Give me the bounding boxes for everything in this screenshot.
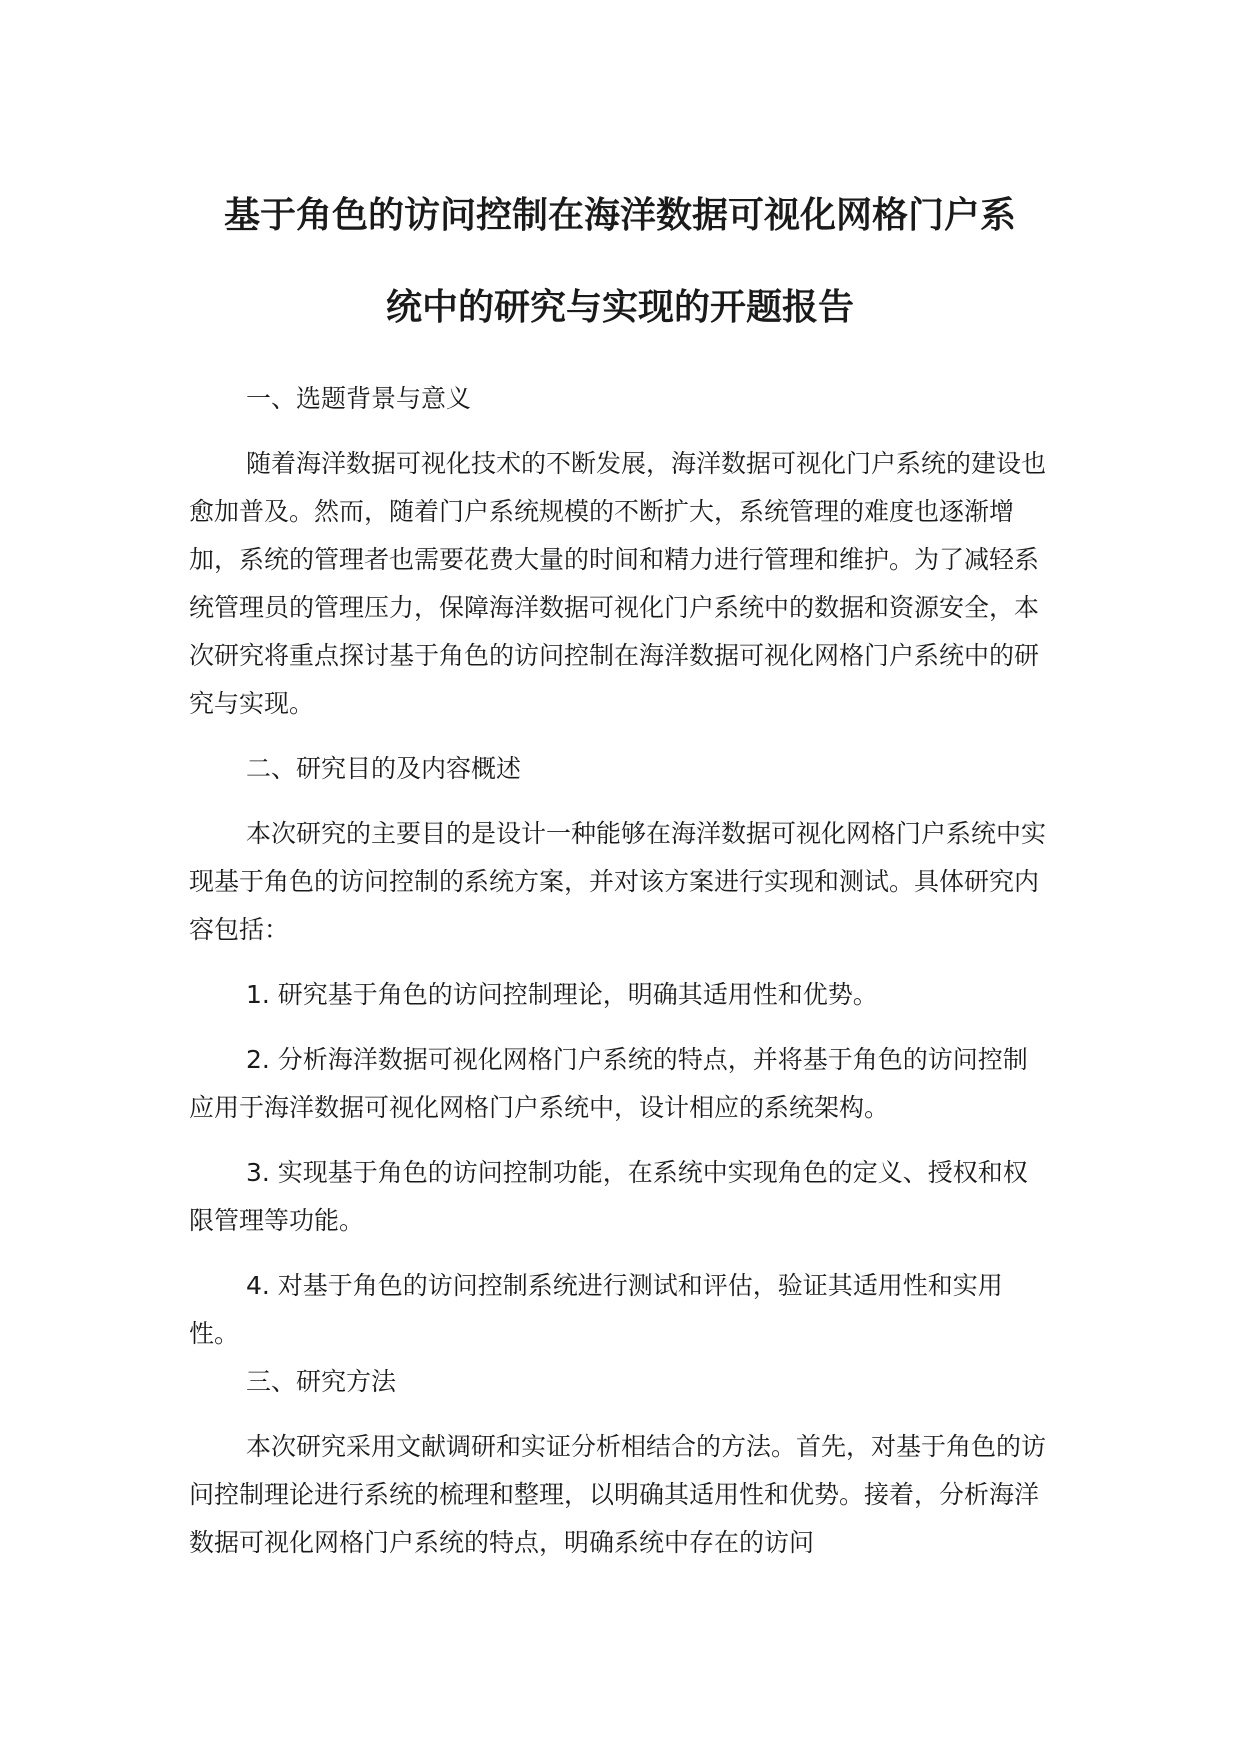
list-item: 3. 实现基于角色的访问控制功能，在系统中实现角色的定义、授权和权限管理等功能。 — [189, 1158, 1028, 1235]
section-heading-objectives: 二、研究目的及内容概述 — [246, 754, 522, 783]
section-heading-methods: 三、研究方法 — [246, 1367, 397, 1396]
section-paragraph-background: 随着海洋数据可视化技术的不断发展，海洋数据可视化门户系统的建设也愈加普及。然而，随着门户系统规模的不断扩大，系统管理的难度也逐渐增加，系统的管理者也需要花费大量的时间和精力进行管理和维护。为了减轻系统管理员的管理压力，保障海洋数据可视化门户系统中的数据和资源安全，本次研究将重点探讨基于角色的访问控制在海洋数据可视化网格门户系统中的研究与实现。 — [189, 449, 1047, 718]
title-line-1: 基于角色的访问控制在海洋数据可视化网格门户系 — [223, 195, 1016, 236]
title-line-2: 统中的研究与实现的开题报告 — [385, 287, 854, 328]
document-body — [189, 375, 1049, 1567]
section-paragraph-methods: 本次研究采用文献调研和实证分析相结合的方法。首先，对基于角色的访问控制理论进行系统的梳理和整理，以明确其适用性和优势。接着，分析海洋数据可视化网格门户系统的特点，明确系统中存在的访问 — [189, 1432, 1047, 1557]
document-title — [150, 170, 1090, 354]
section-heading-background: 一、选题背景与意义 — [246, 384, 472, 413]
list-item: 4. 对基于角色的访问控制系统进行测试和评估，验证其适用性和实用性。 — [189, 1271, 1003, 1348]
section-paragraph-objectives: 本次研究的主要目的是设计一种能够在海洋数据可视化网格门户系统中实现基于角色的访问控制的系统方案，并对该方案进行实现和测试。具体研究内容包括： — [189, 819, 1047, 944]
list-item: 2. 分析海洋数据可视化网格门户系统的特点，并将基于角色的访问控制应用于海洋数据可视化网格门户系统中，设计相应的系统架构。 — [189, 1045, 1028, 1122]
list-item: 1. 研究基于角色的访问控制理论，明确其适用性和优势。 — [246, 980, 878, 1009]
